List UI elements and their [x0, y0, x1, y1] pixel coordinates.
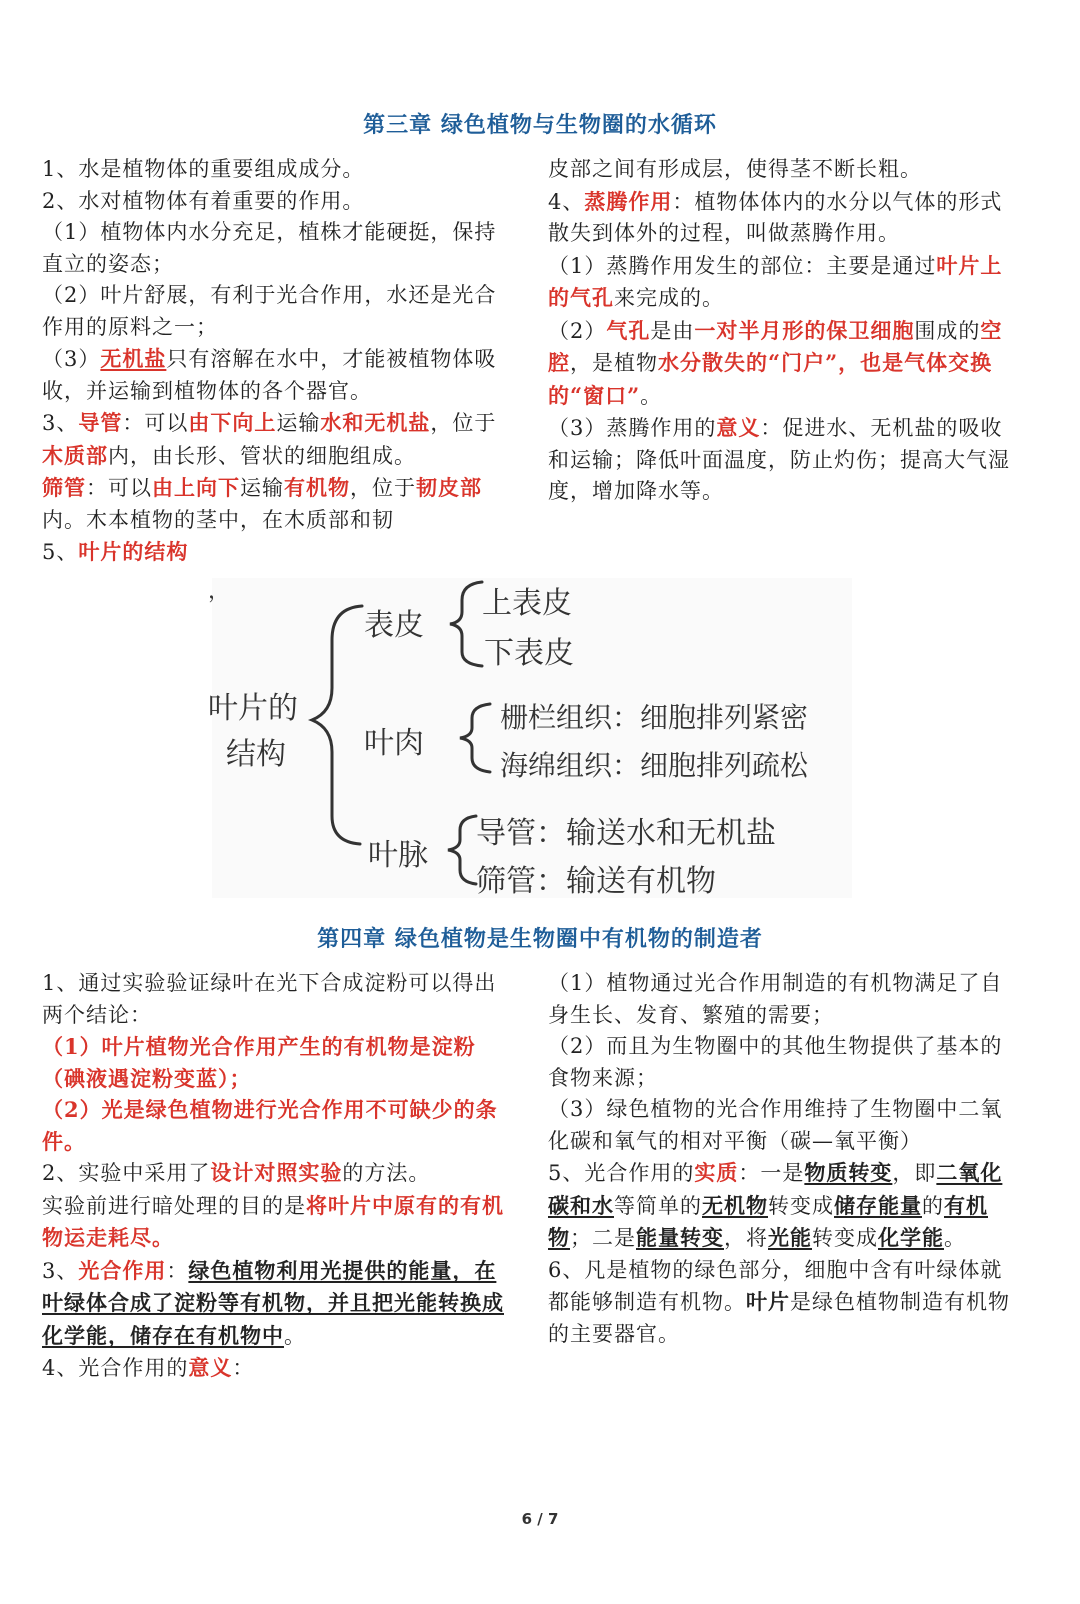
c3-point-5: 5、叶片的结构	[42, 539, 189, 564]
c4-meaning-2: （2）而且为生物圈中的其他生物提供了基本的食物来源；	[548, 1034, 1003, 1090]
diagram-upper-epidermis: 上表皮	[482, 586, 572, 621]
diagram-root-line2: 结构	[226, 737, 286, 772]
diagram-palisade: 栅栏组织：细胞排列紧密	[500, 701, 809, 734]
c4-point-2: 2、实验中采用了设计对照实验的方法。	[42, 1160, 431, 1185]
c3-point-4: 4、蒸腾作用：植物体体内的水分以气体的形式散失到体外的过程，叫做蒸腾作用。	[548, 188, 1003, 245]
c4-point-4: 4、光合作用的意义：	[42, 1355, 255, 1380]
chapter3-left-column	[42, 154, 504, 569]
diagram-lower-epidermis: 下表皮	[484, 636, 574, 671]
page-number: 6 / 7	[521, 1510, 559, 1528]
diagram-vein: 叶脉	[368, 838, 428, 873]
c3-point-1: 1、水是植物体的重要组成成分。	[42, 157, 365, 181]
chapter3-title: 第三章 绿色植物与生物圈的水循环	[363, 113, 717, 138]
c4-conclusion-1: （1）叶片植物光合作用产生的有机物是淀粉（碘液遇淀粉变蓝）；	[42, 1034, 476, 1091]
c4-conclusion-2: （2）光是绿色植物进行光合作用不可缺少的条件。	[42, 1097, 498, 1154]
diagram-epidermis: 表皮	[364, 608, 424, 643]
diagram-root-line1: 叶片的	[208, 691, 298, 726]
main-brace	[312, 606, 362, 844]
mesophyll-brace	[460, 704, 490, 772]
c3-point-2-1: （1）植物体内水分充足，植株才能硬挺，保持直立的姿态；	[42, 220, 497, 276]
c3-point-4-2: （2）气孔是由一对半月形的保卫细胞围成的空腔，是植物水分散失的“门户”，也是气体交换的“窗口”。	[548, 317, 1003, 408]
c3-continuation: 皮部之间有形成层，使得茎不断长粗。	[548, 157, 922, 181]
c4-dark-treatment: 实验前进行暗处理的目的是将叶片中原有的有机物运走耗尽。	[42, 1192, 504, 1250]
c4-meaning-3: （3）绿色植物的光合作用维持了生物圈中二氧化碳和氧气的相对平衡（碳—氧平衡）	[548, 1097, 1003, 1153]
c4-point-6: 6、凡是植物的绿色部分，细胞中含有叶绿体就都能够制造有机物。叶片是绿色植物制造有机物的主要器官。	[548, 1257, 1010, 1346]
c4-point-3: 3、光合作用：绿色植物利用光提供的能量，在叶绿体合成了淀粉等有机物，并且把光能转换成化学能，储存在有机物中。	[42, 1257, 504, 1348]
c3-point-4-1: （1）蒸腾作用发生的部位：主要是通过叶片上的气孔来完成的。	[548, 252, 1003, 310]
c3-point-4-3: （3）蒸腾作用的意义：促进水、无机盐的吸收和运输；降低叶面温度，防止灼伤；提高大气湿度，增加降水等。	[548, 415, 1010, 503]
vein-brace	[448, 816, 476, 884]
c4-meaning-1: （1）植物通过光合作用制造的有机物满足了自身生长、发育、繁殖的需要；	[548, 971, 1003, 1027]
chapter4-right-column	[548, 968, 1012, 1350]
chapter3-right-column	[548, 154, 1012, 508]
chapter4-title: 第四章 绿色植物是生物圈中有机物的制造者	[317, 927, 763, 952]
diagram-spongy: 海绵组织：细胞排列疏松	[500, 749, 809, 782]
leaf-structure-diagram	[208, 578, 852, 899]
c3-point-3: 3、导管：可以由下向上运输水和无机盐，位于木质部内，由长形、管状的细胞组成。	[42, 410, 497, 468]
epidermis-brace	[450, 582, 482, 666]
stray-mark: ，	[208, 579, 231, 604]
diagram-sieve: 筛管：输送有机物	[476, 864, 716, 899]
c3-point-2-3: （3）无机盐只有溶解在水中，才能被植物体吸收，并运输到植物体的各个器官。	[42, 346, 497, 403]
c4-point-5: 5、光合作用的实质：一是物质转变，即二氧化碳和水等简单的无机物转变成储存能量的有机物；二是能量转变，将光能转变成化学能。	[548, 1160, 1003, 1250]
chapter4-left-column	[42, 968, 504, 1385]
c4-point-1: 1、通过实验验证绿叶在光下合成淀粉可以得出两个结论：	[42, 971, 497, 1027]
c3-point-2: 2、水对植物体有着重要的作用。	[42, 188, 365, 213]
diagram-vessel: 导管：输送水和无机盐	[476, 816, 776, 851]
diagram-mesophyll: 叶肉	[364, 726, 424, 761]
c3-point-2-2: （2）叶片舒展，有利于光合作用，水还是光合作用的原料之一；	[42, 283, 497, 339]
c3-point-sieve: 筛管：可以由上向下运输有机物，位于韧皮部内。木本植物的茎中，在木质部和韧	[42, 475, 482, 532]
